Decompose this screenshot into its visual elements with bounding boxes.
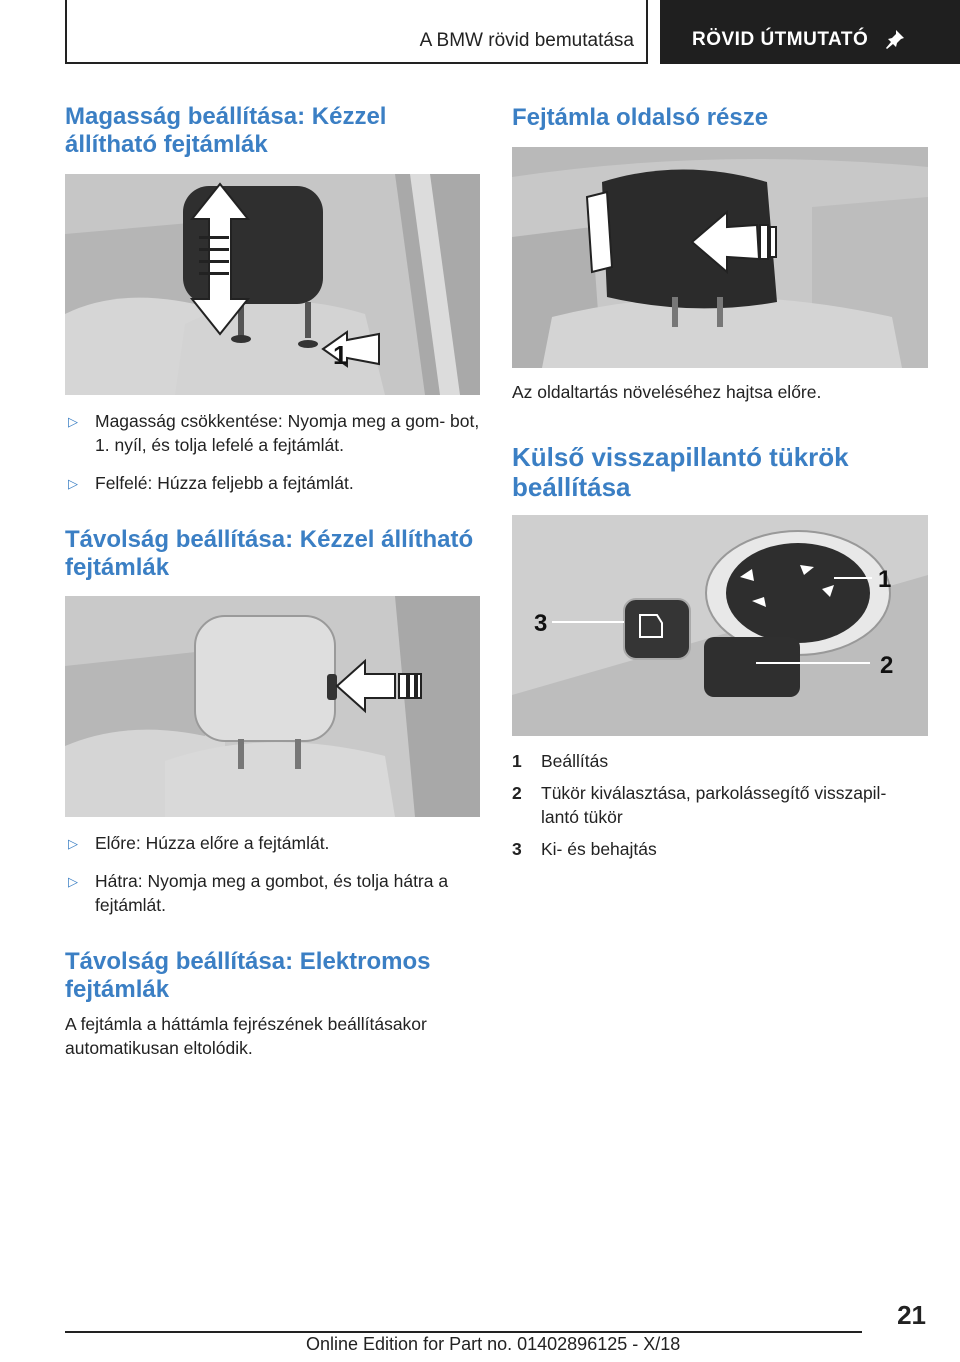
header-chapter: A BMW rövid bemutatása	[419, 30, 634, 51]
distance-instructions	[65, 831, 480, 931]
figure-label-2: 2	[880, 652, 894, 679]
electric-description: A fejtámla a háttámla fejrészének beállításakor automatikusan eltolódik.	[65, 1014, 427, 1058]
side-headrest-description: Az oldaltartás növeléséhez hajtsa előre.	[512, 382, 822, 402]
figure-headrest-side	[512, 147, 928, 368]
figure-headrest-distance	[65, 596, 480, 817]
header-section: RÖVID ÚTMUTATÓ	[692, 29, 869, 50]
header-section-box	[660, 0, 960, 64]
page-number: 21	[897, 1300, 926, 1330]
heading-height-manual: Magasság beállítása: Kézzel állítható fejtámlák	[65, 103, 387, 158]
heading-side-headrest: Fejtámla oldalsó része	[512, 104, 769, 131]
heading-distance-manual: Távolság beállítása: Kézzel állítható fejtámlák	[65, 526, 474, 581]
triangle-bullet-icon: ▷	[68, 874, 78, 889]
figure-label-1: 1	[878, 566, 892, 593]
list-item: ▷ Előre: Húzza előre a fejtámlát.	[65, 831, 480, 855]
figure-label-1: 1	[333, 340, 348, 370]
footer-edition: Online Edition for Part no. 01402896125 - X/18	[306, 1334, 681, 1354]
list-item: ▷ Hátra: Nyomja meg a gombot, és tolja hátra a fejtámlát.	[68, 871, 449, 915]
heading-mirror: Külső visszapillantó tükrök beállítása	[512, 442, 849, 502]
heading-distance-electric: Távolság beállítása: Elektromos fejtámlák	[65, 948, 431, 1003]
figure-mirror-controls	[512, 515, 928, 736]
list-item: ▷ Magasság csökkentése: Nyomja meg a gom- bot, 1. nyíl, és tolja lefelé a fejtámlát.	[68, 411, 480, 455]
height-instructions	[65, 409, 480, 509]
list-item: 1 Beállítás	[512, 751, 609, 771]
list-item: 2 Tükör kiválasztása, parkolássegítő visszapil- lantó tükör	[512, 783, 887, 827]
list-item: 3 Ki- és behajtás	[512, 839, 657, 859]
triangle-bullet-icon: ▷	[68, 476, 78, 491]
figure-headrest-height	[65, 174, 480, 395]
list-item: ▷ Felfelé: Húzza feljebb a fejtámlát.	[65, 471, 480, 495]
triangle-bullet-icon: ▷	[68, 414, 78, 429]
footer-divider	[65, 1331, 862, 1333]
pin-icon	[884, 28, 906, 50]
triangle-bullet-icon: ▷	[68, 836, 78, 851]
mirror-legend	[512, 749, 928, 869]
figure-label-3: 3	[534, 610, 548, 637]
header-chapter-box	[65, 0, 648, 64]
